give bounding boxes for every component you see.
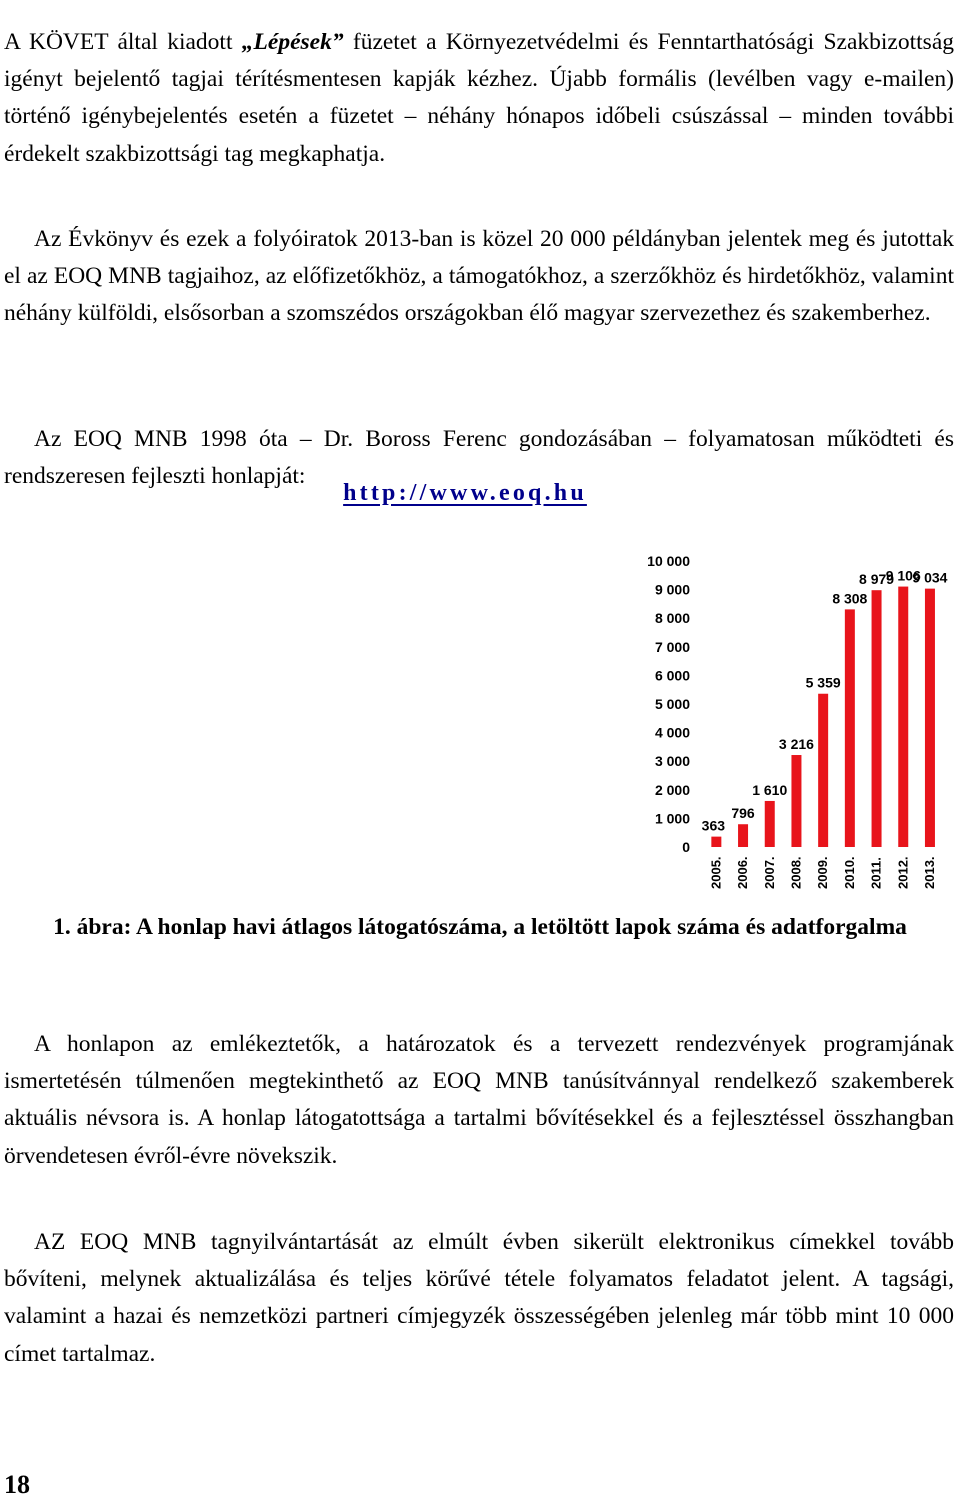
bar-2012 [898,587,908,847]
paragraph-lepesek [4,24,954,174]
y-tick-label: 7 000 [654,638,690,655]
y-tick-label: 6 000 [654,667,690,684]
x-tick-label: 2007. [761,856,777,889]
value-label: 796 [731,805,755,822]
x-tick-label: 2006. [735,856,751,889]
y-tick-label: 10 000 [647,553,690,569]
y-tick-label: 9 000 [654,581,690,598]
bar-2006 [738,824,748,847]
x-tick-label: 2008. [788,856,804,889]
value-label: 3 216 [778,736,814,753]
figure-caption: 1. ábra: A honlap havi átlagos látogatószáma, a letöltött lapok száma és adatforgalma [53,914,907,940]
value-label: 8 979 [859,571,895,588]
y-tick-label: 2 000 [654,781,690,798]
paragraph-evkonyv: Az Évkönyv és ezek a folyóiratok 2013-ban is közel 20 000 példányban jelentek meg és jutottak el az EOQ MNB tagjaihoz, az előfizetőkhöz, a támogatókhoz, a szerzőkhöz és hirdetőkhöz, valamint néhány külföldi, elsősorban a szomszédos országokban élő magyar szervezethez és szakemberhez. [4,225,954,327]
value-label: 8 308 [832,590,868,607]
website-link[interactable]: http://www.eoq.hu [343,480,587,506]
y-tick-label: 1 000 [654,810,690,827]
bar-2009 [818,694,828,847]
paragraph-tagnyilvantartas: AZ EOQ MNB tagnyilvántartását az elmúlt évben sikerült elektronikus címekkel tovább bővíteni, melynek aktualizálása és teljes körűvé tétele folyamatos feladatot jelent. A tagsági, valamint a hazai és nemzetközi partneri címjegyzék összességében jelenleg már több mint 10 000 címet tartalmaz. [4,1228,954,1367]
y-tick-label: 8 000 [654,610,690,627]
x-tick-label: 2005. [708,856,724,889]
bar-2008 [791,755,801,847]
page-number: 18 [4,1470,30,1499]
visitor-bar-chart [640,544,958,894]
lepesek-title: „Lépések” [241,28,344,55]
value-label: 9 034 [912,569,948,586]
bar-2013 [925,589,935,847]
x-tick-label: 2011. [868,857,884,889]
p1-pre: A KÖVET által kiadott [4,28,242,55]
y-tick-label: 4 000 [654,724,690,741]
x-tick-label: 2010. [841,856,857,889]
bar-2011 [872,590,882,847]
bar-2010 [845,609,855,847]
y-tick-label: 0 [682,839,690,855]
value-label: 363 [701,817,726,834]
x-tick-label: 2013. [921,856,937,889]
y-tick-label: 5 000 [654,696,690,712]
p1-post: füzetet a Környezetvédelmi és Fenntarthatósági Szakbizottság igényt bejelentő tagjai térítésmentesen kapják kézhez. Újabb formális (levélben vagy e-mailen) történő igénybejelentés esetén a füzetet – néhány hónapos időbeli csúszással – minden további érdekelt szakbizottsági tag megkaphatja. [4,28,954,167]
y-tick-label: 3 000 [654,753,690,770]
paragraph-honlap-tartalom: A honlapon az emlékeztetők, a határozatok és a tervezett rendezvények programjának ismertetésén túlmenően megtekinthető az EOQ MNB tanúsítvánnyal rendelkező szakemberek aktuális névsora is. A honlap látogatottsága a tartalmi bővítésekkel és a fejlesztéssel összhangban örvendetesen évről-évre növekszik. [4,1030,954,1169]
value-label: 9 106 [885,567,921,584]
x-tick-label: 2012. [895,856,911,889]
value-label: 5 359 [805,674,841,691]
value-label: 1 610 [752,781,788,798]
paragraph-honlap: Az EOQ MNB 1998 óta – Dr. Boross Ferenc gondozásában – folyamatosan működteti és rendszeresen fejleszti honlapját: [4,425,954,489]
x-tick-label: 2009. [815,856,831,889]
bar-2007 [765,801,775,847]
bar-2005 [711,837,721,847]
